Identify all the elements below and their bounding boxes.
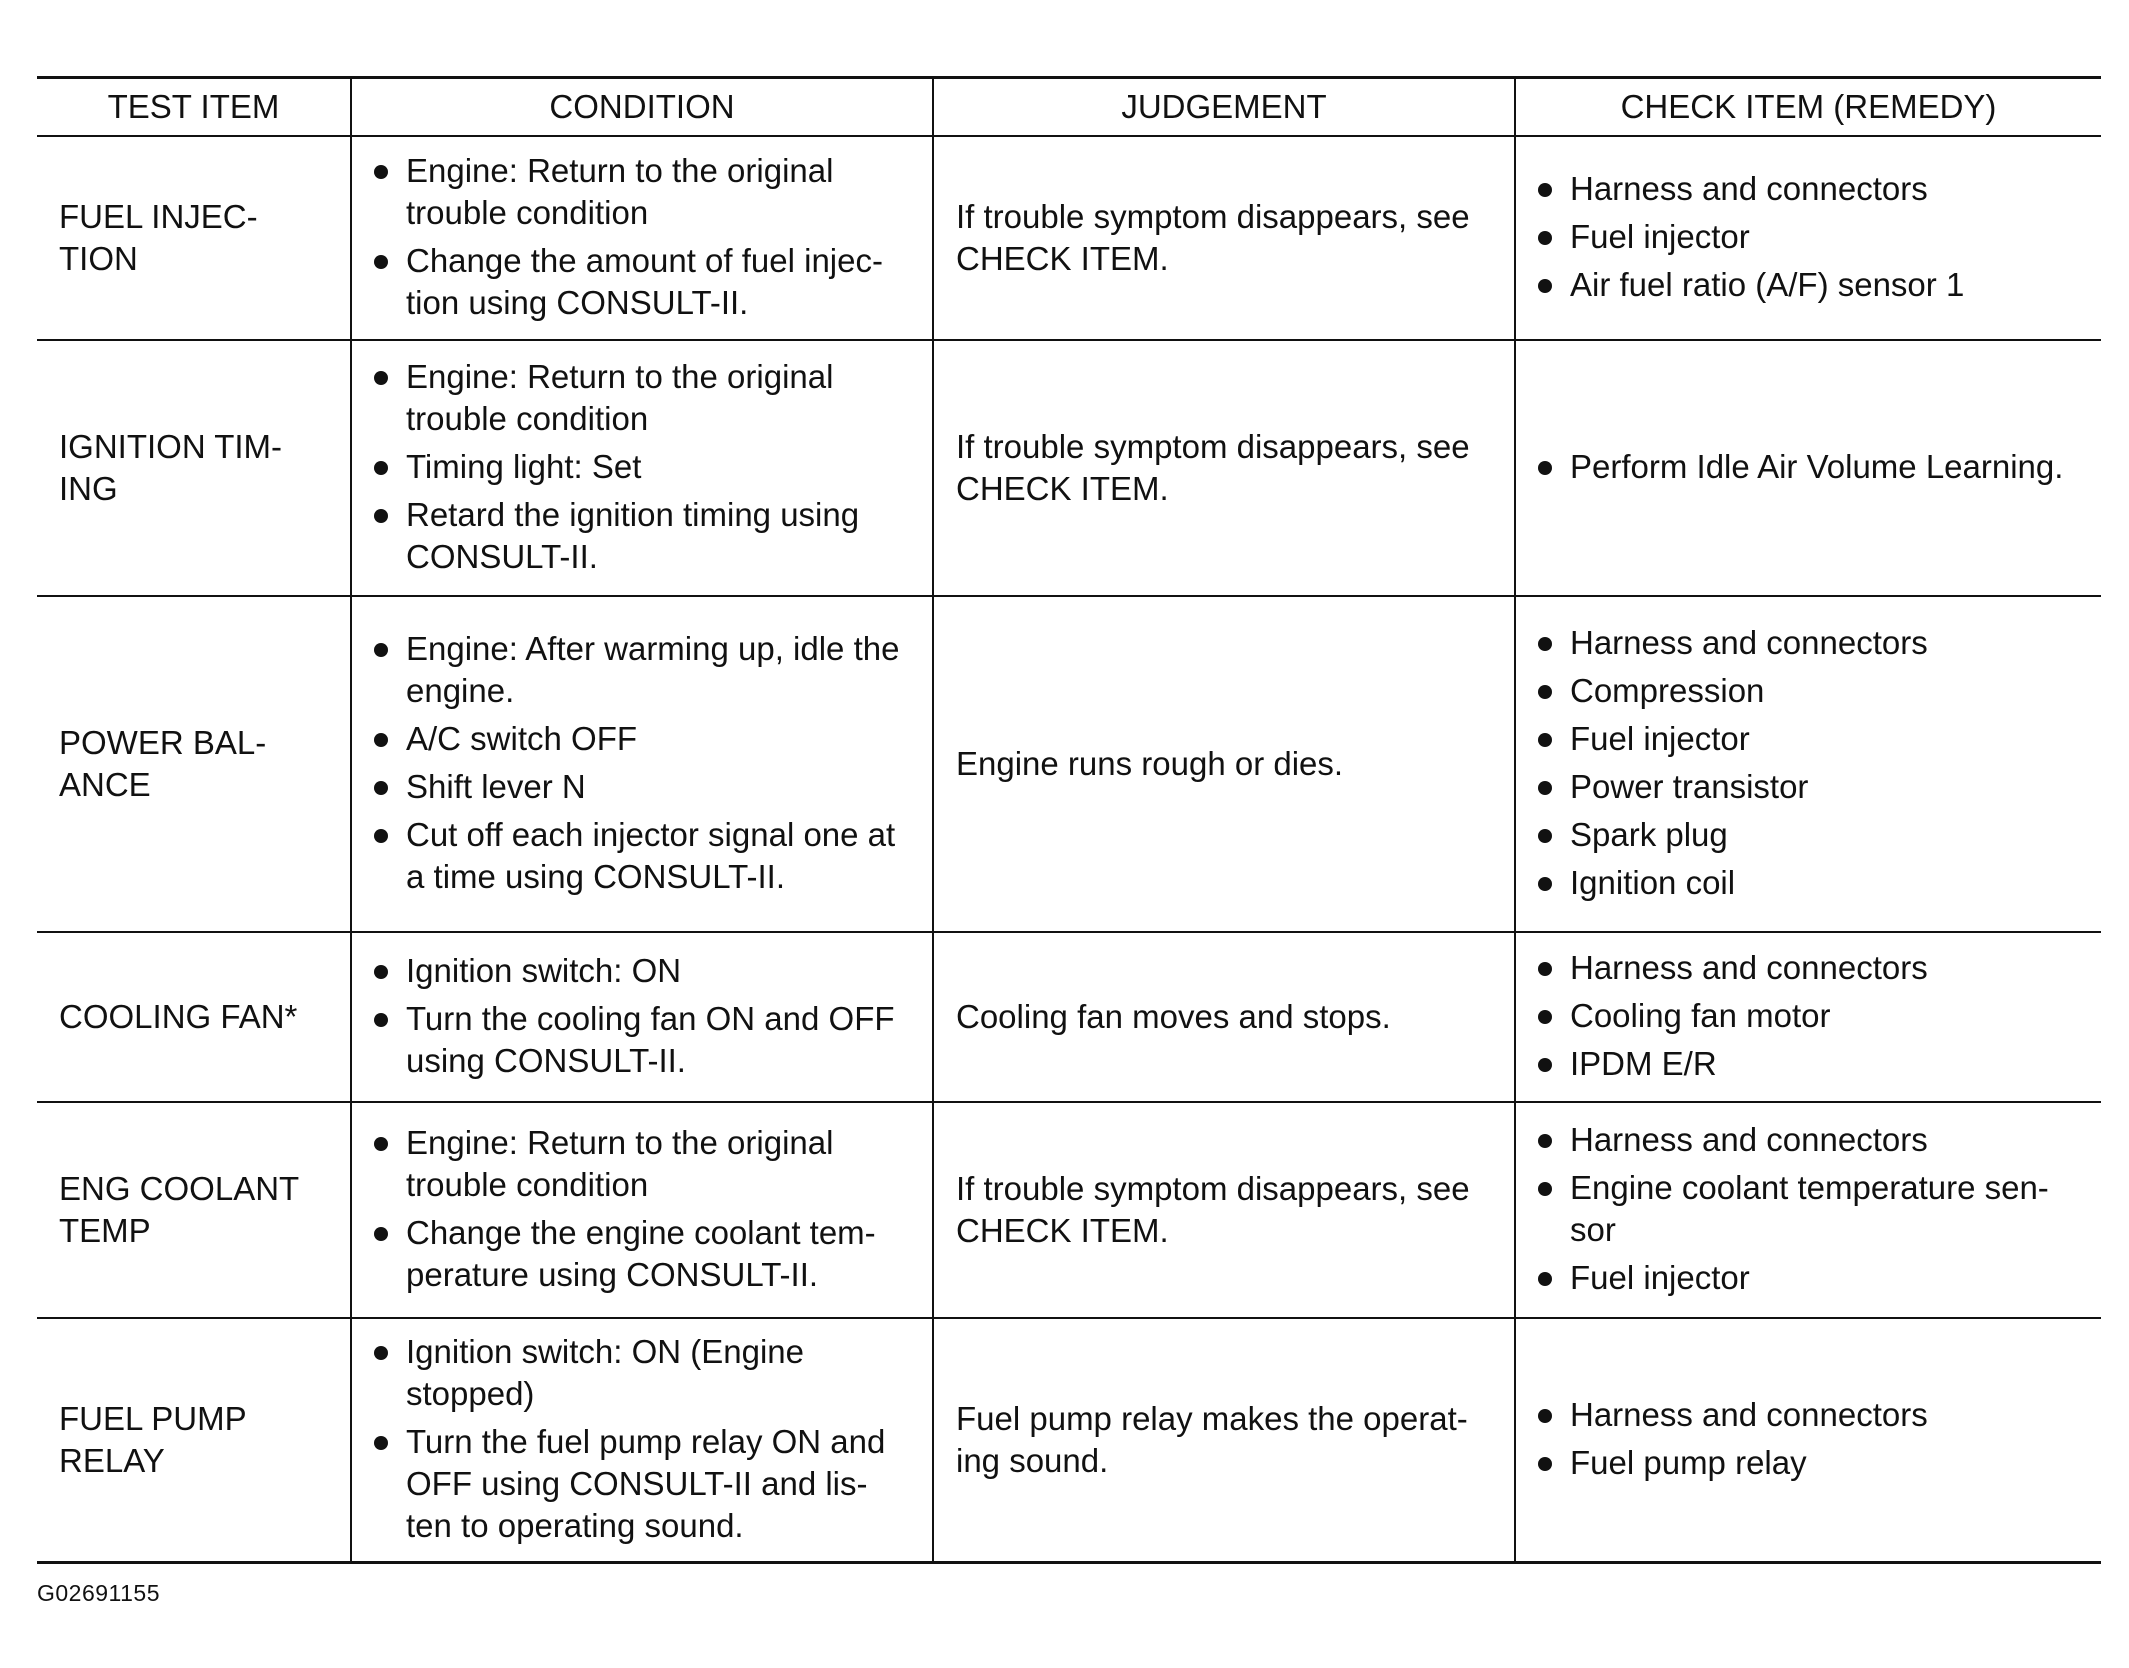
remedy-cell xyxy=(1515,136,2101,340)
remedy-text: Ignition coil xyxy=(1570,864,1736,901)
condition-text: Turn the cooling fan ON and OFF using CONSULT-II. xyxy=(406,1000,895,1079)
remedy-item xyxy=(1536,766,2091,808)
condition-item xyxy=(372,356,922,440)
remedy-item xyxy=(1536,1442,2091,1484)
bullet-dot-icon xyxy=(1538,733,1552,747)
condition-text: Change the amount of fuel injec- tion using CONSULT-II. xyxy=(406,242,883,321)
bullet-dot-icon xyxy=(1538,1134,1552,1148)
bullet-dot-icon xyxy=(1538,685,1552,699)
bullet-dot-icon xyxy=(374,1436,388,1450)
test-item-cell: COOLING FAN* xyxy=(37,932,351,1102)
remedy-item xyxy=(1536,446,2091,488)
remedy-text: Harness and connectors xyxy=(1570,1121,1928,1158)
remedy-item xyxy=(1536,1043,2091,1085)
condition-item xyxy=(372,494,922,578)
bullet-dot-icon xyxy=(374,1013,388,1027)
judgement-cell: Engine runs rough or dies. xyxy=(933,596,1515,932)
active-test-table xyxy=(37,76,2101,1564)
test-item-cell: POWER BAL- ANCE xyxy=(37,596,351,932)
remedy-text: Engine coolant temperature sen- sor xyxy=(1570,1169,2049,1248)
bullet-dot-icon xyxy=(374,733,388,747)
remedy-item xyxy=(1536,1119,2091,1161)
condition-list xyxy=(372,356,922,578)
remedy-text: Harness and connectors xyxy=(1570,1396,1928,1433)
condition-text: Turn the fuel pump relay ON and OFF using CONSULT-II and lis- ten to operating sound. xyxy=(406,1423,886,1544)
condition-item xyxy=(372,718,922,760)
bullet-dot-icon xyxy=(374,829,388,843)
remedy-cell xyxy=(1515,596,2101,932)
table-row xyxy=(37,1102,2101,1318)
condition-text: Engine: After warming up, idle the engine. xyxy=(406,630,900,709)
bullet-dot-icon xyxy=(1538,1409,1552,1423)
bullet-dot-icon xyxy=(1538,279,1552,293)
table-row xyxy=(37,932,2101,1102)
remedy-item xyxy=(1536,622,2091,664)
judgement-cell: Fuel pump relay makes the operat- ing sound. xyxy=(933,1318,1515,1563)
table-header xyxy=(37,78,2101,137)
remedy-text: Fuel injector xyxy=(1570,720,1750,757)
condition-text: Engine: Return to the original trouble condition xyxy=(406,1124,834,1203)
table-row xyxy=(37,340,2101,596)
bullet-dot-icon xyxy=(1538,461,1552,475)
bullet-dot-icon xyxy=(374,165,388,179)
condition-item xyxy=(372,814,922,898)
remedy-item xyxy=(1536,168,2091,210)
remedy-list xyxy=(1536,446,2091,488)
bullet-dot-icon xyxy=(374,643,388,657)
bullet-dot-icon xyxy=(374,1227,388,1241)
judgement-cell: If trouble symptom disappears, see CHECK ITEM. xyxy=(933,1102,1515,1318)
bullet-dot-icon xyxy=(374,965,388,979)
condition-item xyxy=(372,950,922,992)
condition-text: Ignition switch: ON xyxy=(406,952,682,989)
condition-list xyxy=(372,628,922,898)
test-item-cell: FUEL INJEC- TION xyxy=(37,136,351,340)
bullet-dot-icon xyxy=(374,1346,388,1360)
remedy-text: Compression xyxy=(1570,672,1765,709)
bullet-dot-icon xyxy=(1538,1457,1552,1471)
table-row xyxy=(37,596,2101,932)
remedy-text: IPDM E/R xyxy=(1570,1045,1717,1082)
condition-cell xyxy=(351,340,933,596)
bullet-dot-icon xyxy=(1538,1058,1552,1072)
header-condition: CONDITION xyxy=(351,78,933,137)
bullet-dot-icon xyxy=(1538,1272,1552,1286)
active-test-table-container xyxy=(37,76,2101,1564)
remedy-item xyxy=(1536,670,2091,712)
remedy-text: Fuel injector xyxy=(1570,218,1750,255)
condition-text: Shift lever N xyxy=(406,768,586,805)
condition-item xyxy=(372,766,922,808)
remedy-item xyxy=(1536,718,2091,760)
bullet-dot-icon xyxy=(374,255,388,269)
remedy-text: Harness and connectors xyxy=(1570,170,1928,207)
remedy-text: Fuel pump relay xyxy=(1570,1444,1807,1481)
condition-text: Engine: Return to the original trouble condition xyxy=(406,152,834,231)
judgement-cell: Cooling fan moves and stops. xyxy=(933,932,1515,1102)
condition-item xyxy=(372,628,922,712)
condition-cell xyxy=(351,932,933,1102)
condition-text: Ignition switch: ON (Engine stopped) xyxy=(406,1333,805,1412)
condition-list xyxy=(372,150,922,324)
header-judgement: JUDGEMENT xyxy=(933,78,1515,137)
judgement-cell: If trouble symptom disappears, see CHECK ITEM. xyxy=(933,340,1515,596)
test-item-cell: IGNITION TIM- ING xyxy=(37,340,351,596)
test-item-cell: ENG COOLANT TEMP xyxy=(37,1102,351,1318)
remedy-text: Harness and connectors xyxy=(1570,949,1928,986)
remedy-item xyxy=(1536,1257,2091,1299)
condition-text: Cut off each injector signal one at a time using CONSULT-II. xyxy=(406,816,896,895)
remedy-text: Cooling fan motor xyxy=(1570,997,1831,1034)
remedy-list xyxy=(1536,947,2091,1085)
table-row xyxy=(37,136,2101,340)
condition-text: Timing light: Set xyxy=(406,448,642,485)
bullet-dot-icon xyxy=(374,461,388,475)
remedy-list xyxy=(1536,168,2091,306)
condition-cell xyxy=(351,136,933,340)
bullet-dot-icon xyxy=(374,371,388,385)
remedy-cell xyxy=(1515,932,2101,1102)
condition-item xyxy=(372,1122,922,1206)
remedy-text: Spark plug xyxy=(1570,816,1728,853)
condition-item xyxy=(372,1331,922,1415)
bullet-dot-icon xyxy=(1538,829,1552,843)
remedy-item xyxy=(1536,947,2091,989)
condition-text: Retard the ignition timing using CONSULT-II. xyxy=(406,496,860,575)
bullet-dot-icon xyxy=(374,1137,388,1151)
remedy-text: Power transistor xyxy=(1570,768,1809,805)
condition-item xyxy=(372,150,922,234)
header-row xyxy=(37,78,2101,137)
condition-item xyxy=(372,1421,922,1547)
condition-text: A/C switch OFF xyxy=(406,720,638,757)
remedy-cell xyxy=(1515,1318,2101,1563)
remedy-list xyxy=(1536,1394,2091,1484)
remedy-item xyxy=(1536,862,2091,904)
condition-list xyxy=(372,950,922,1082)
bullet-dot-icon xyxy=(374,781,388,795)
table-body xyxy=(37,136,2101,1563)
figure-id: G02691155 xyxy=(37,1580,161,1606)
bullet-dot-icon xyxy=(1538,962,1552,976)
remedy-item xyxy=(1536,1394,2091,1436)
header-check-item: CHECK ITEM (REMEDY) xyxy=(1515,78,2101,137)
condition-item xyxy=(372,240,922,324)
judgement-cell: If trouble symptom disappears, see CHECK ITEM. xyxy=(933,136,1515,340)
remedy-item xyxy=(1536,1167,2091,1251)
remedy-item xyxy=(1536,216,2091,258)
bullet-dot-icon xyxy=(1538,877,1552,891)
remedy-text: Harness and connectors xyxy=(1570,624,1928,661)
remedy-item xyxy=(1536,995,2091,1037)
bullet-dot-icon xyxy=(1538,1182,1552,1196)
condition-text: Change the engine coolant tem- perature using CONSULT-II. xyxy=(406,1214,876,1293)
remedy-text: Fuel injector xyxy=(1570,1259,1750,1296)
remedy-list xyxy=(1536,1119,2091,1299)
bullet-dot-icon xyxy=(1538,183,1552,197)
bullet-dot-icon xyxy=(1538,781,1552,795)
condition-cell xyxy=(351,1318,933,1563)
header-test-item: TEST ITEM xyxy=(37,78,351,137)
remedy-list xyxy=(1536,622,2091,904)
remedy-text: Perform Idle Air Volume Learning. xyxy=(1570,448,2064,485)
bullet-dot-icon xyxy=(1538,637,1552,651)
remedy-item xyxy=(1536,814,2091,856)
remedy-text: Air fuel ratio (A/F) sensor 1 xyxy=(1570,266,1965,303)
condition-cell xyxy=(351,1102,933,1318)
test-item-cell: FUEL PUMP RELAY xyxy=(37,1318,351,1563)
condition-item xyxy=(372,446,922,488)
remedy-cell xyxy=(1515,340,2101,596)
remedy-cell xyxy=(1515,1102,2101,1318)
remedy-item xyxy=(1536,264,2091,306)
table-row xyxy=(37,1318,2101,1563)
bullet-dot-icon xyxy=(374,509,388,523)
bullet-dot-icon xyxy=(1538,1010,1552,1024)
condition-item xyxy=(372,998,922,1082)
condition-list xyxy=(372,1331,922,1547)
condition-text: Engine: Return to the original trouble condition xyxy=(406,358,834,437)
condition-item xyxy=(372,1212,922,1296)
condition-list xyxy=(372,1122,922,1296)
bullet-dot-icon xyxy=(1538,231,1552,245)
condition-cell xyxy=(351,596,933,932)
